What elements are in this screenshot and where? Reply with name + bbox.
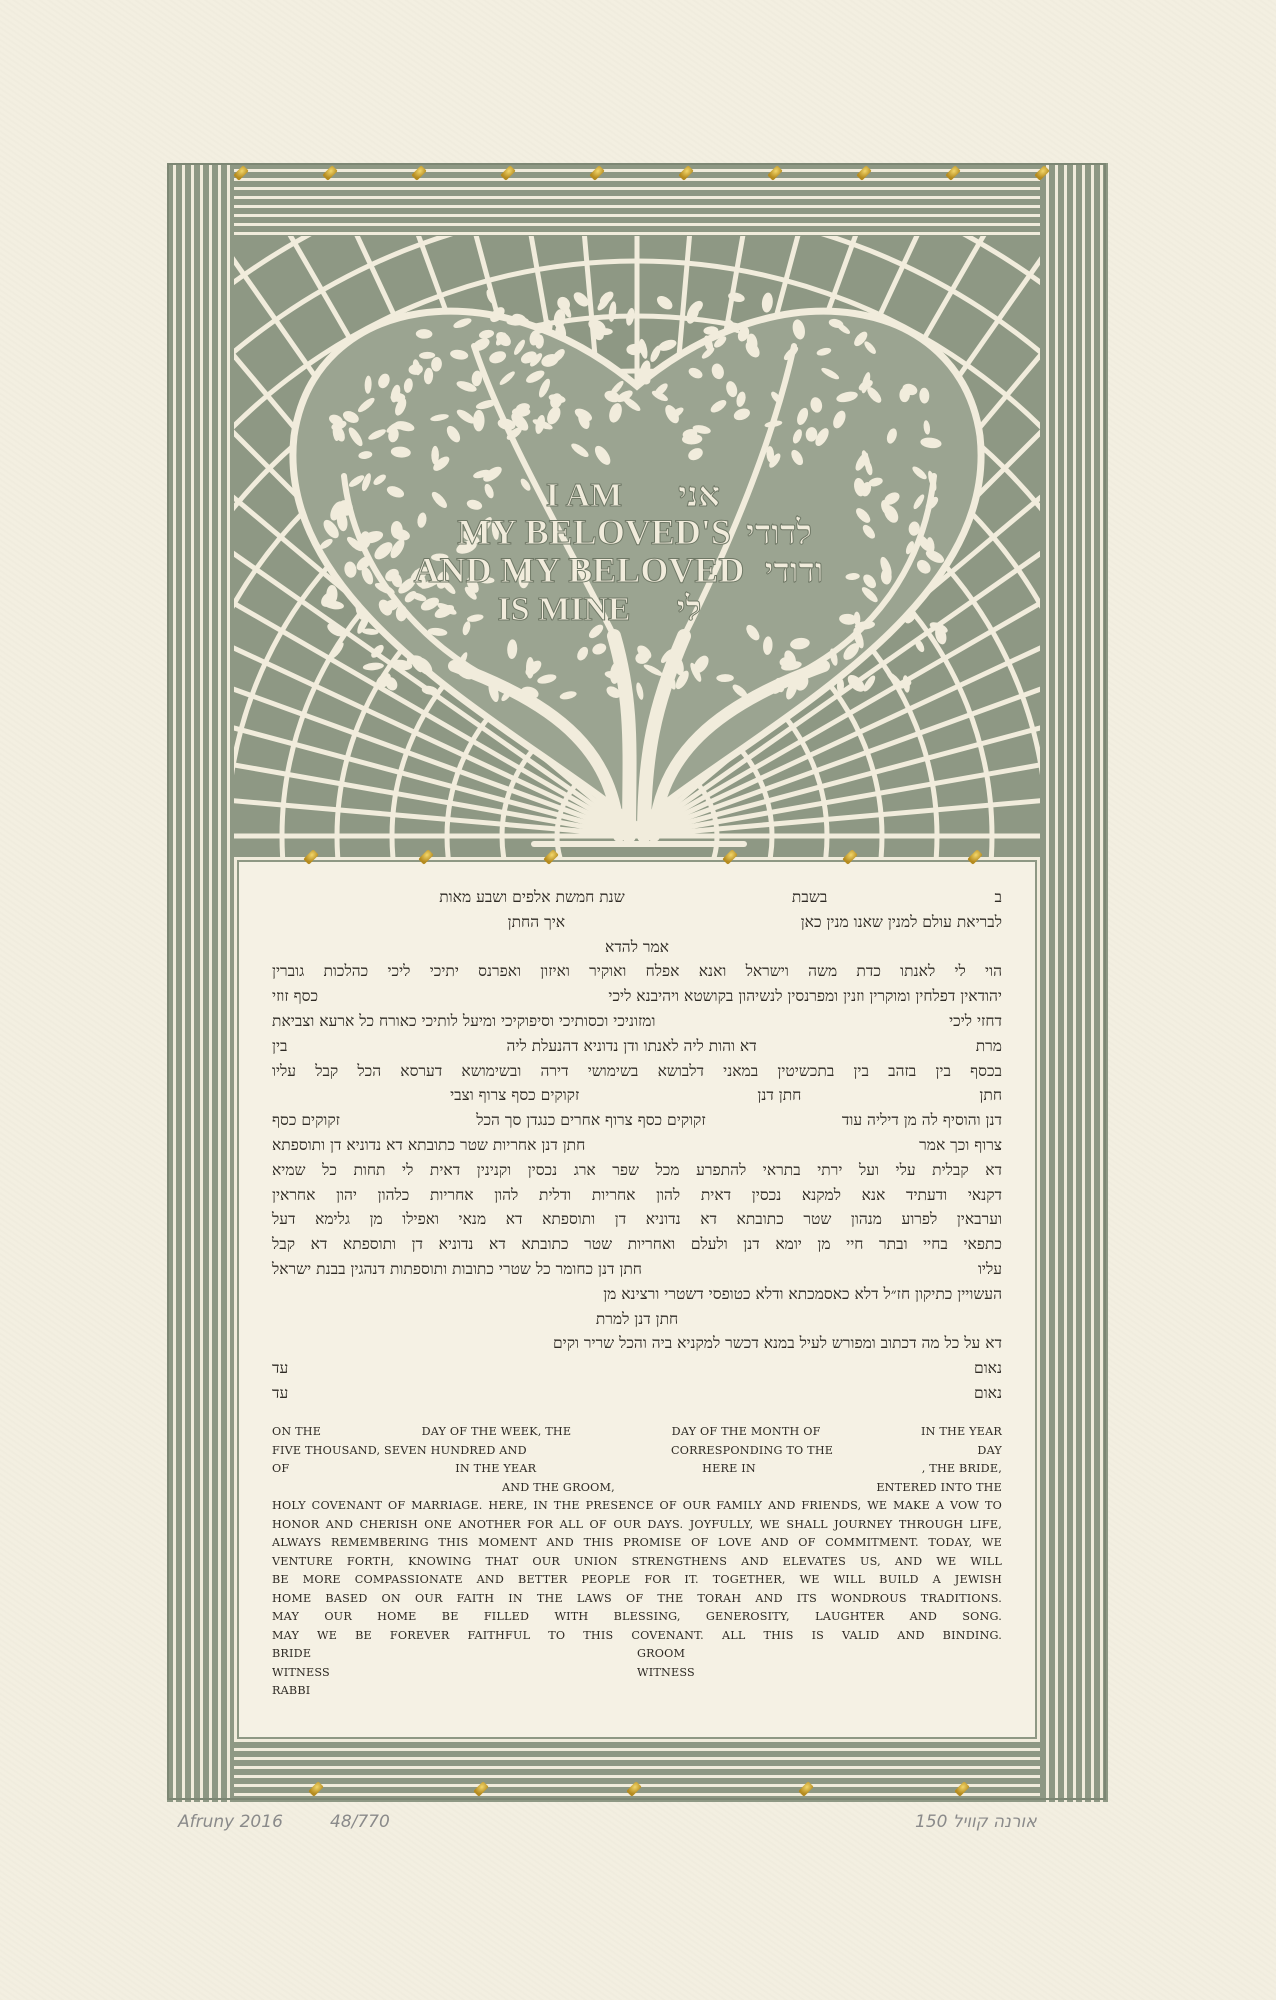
hebrew-segment: בין xyxy=(272,1036,288,1055)
hebrew-line xyxy=(272,959,1002,984)
hebrew-segment: לבריאת עולם למנין שאנו מנין כאן xyxy=(800,912,1002,931)
hebrew-segment: דא קבלית עלי ועל ירתי בתראי להתפרע מכל שפר ארג נכסין וקנינין דאית לי תחות כל שמיא xyxy=(272,1160,1002,1179)
hebrew-line xyxy=(272,1108,1002,1133)
hebrew-segment: חתן xyxy=(979,1086,1002,1105)
hebrew-line xyxy=(272,1133,1002,1158)
english-segment: ALWAYS REMEMBERING THIS MOMENT AND THIS PROMISE OF LOVE AND OF COMMITMENT. TODAY, WE xyxy=(272,1536,1002,1549)
hebrew-segment: זקוקים כסף צרוף אחרים כנגדן סך הכל xyxy=(476,1111,706,1130)
title-hebrew-3: ודודי xyxy=(764,553,824,590)
english-line xyxy=(272,1497,1002,1516)
english-segment: VENTURE FORTH, KNOWING THAT OUR UNION STRENGTHENS AND ELEVATES US, AND WE WILL xyxy=(272,1554,1002,1568)
english-line xyxy=(272,1442,1002,1461)
english-segment: IN THE YEAR xyxy=(921,1425,1002,1438)
hebrew-segment: עד xyxy=(272,1383,289,1402)
hebrew-segment: וערבאין לפרוע מנהון שטר כתובתא דא נדוניא דן ותוספתא דא מנאי ואפילו מן גלימא דעל xyxy=(272,1210,1002,1229)
english-segment: AND THE GROOM, xyxy=(502,1480,615,1494)
hebrew-line xyxy=(272,1183,1002,1208)
hebrew-line xyxy=(272,1207,1002,1232)
hebrew-line xyxy=(272,1331,1002,1356)
english-segment: DAY OF THE MONTH OF xyxy=(671,1425,821,1438)
title-hebrew-4: לי xyxy=(676,591,702,628)
hebrew-line xyxy=(272,1083,1002,1108)
hebrew-segment: חתן דנן כחומר כל שטרי כתובות ותוספתות דנהגין בבנת ישראל xyxy=(272,1259,642,1278)
hebrew-segment: עד xyxy=(272,1359,289,1378)
hebrew-line xyxy=(272,1381,1002,1406)
hebrew-line xyxy=(272,1257,1002,1282)
signature-label: WITNESS xyxy=(637,1665,695,1679)
hebrew-segment: חתן דנן xyxy=(757,1086,802,1105)
english-segment: ON THE xyxy=(272,1425,322,1438)
hebrew-line xyxy=(272,1356,1002,1381)
english-segment: CORRESPONDING TO THE xyxy=(671,1443,834,1457)
english-segment: HOLY COVENANT OF MARRIAGE. HERE, IN THE PRESENCE OF OUR FAMILY AND FRIENDS, WE MAKE A VOW TO xyxy=(272,1499,1002,1512)
hebrew-segment: זקוקים כסף xyxy=(272,1111,340,1130)
english-line xyxy=(272,1423,1002,1442)
english-text xyxy=(272,1423,1002,1701)
hebrew-segment: דא על כל מה דכתוב ומפורש לעיל במנא דכשר למקניא ביה והכל שריר וקים xyxy=(552,1334,1002,1353)
papercut-heart-tree-art xyxy=(234,236,1040,857)
hebrew-segment: ב xyxy=(994,888,1002,906)
hebrew-line xyxy=(272,1034,1002,1059)
english-segment: , THE BRIDE, xyxy=(921,1462,1002,1475)
hebrew-segment: העשויין כתיקון חז״ל דלא כאסמכתא ודלא כטופסי דשטרי ורצינא מן xyxy=(603,1284,1002,1303)
title-line-1: I AM xyxy=(545,477,623,514)
hebrew-line xyxy=(272,885,1002,910)
hebrew-segment: בשבת xyxy=(791,888,828,906)
hebrew-segment: חתן דנן אחריות שטר כתובתא דא נדוניא דן ותוספתא xyxy=(272,1135,586,1154)
english-line xyxy=(272,1479,1002,1498)
hebrew-segment: הוי לי לאנתו כדת משה וישראל ואנא אפלח ואוקיר ואיזון ואפרנס יתיכי ליכי כהלכות גוברין xyxy=(272,962,1002,981)
signature-row xyxy=(272,1682,1002,1701)
hebrew-segment: ומזוניכי וכסותיכי וסיפוקיכי ומיעל לותיכי כאורח כל ארעא וצביאת xyxy=(272,1011,656,1030)
english-segment: MAY OUR HOME BE FILLED WITH BLESSING, GENEROSITY, LAUGHTER AND SONG. xyxy=(272,1610,1002,1623)
hebrew-line xyxy=(272,1282,1002,1307)
english-segment: HERE IN xyxy=(702,1462,756,1475)
english-segment: MAY WE BE FOREVER FAITHFUL TO THIS COVENANT. ALL THIS IS VALID AND BINDING. xyxy=(272,1628,1002,1642)
title-line-3: AND MY BELOVED xyxy=(413,550,745,590)
english-line xyxy=(272,1516,1002,1535)
hebrew-segment: זקוקים כסף צרוף וצבי xyxy=(450,1086,580,1105)
title-hebrew-2: לדודי xyxy=(745,515,813,552)
english-line xyxy=(272,1608,1002,1627)
hebrew-segment: מרת xyxy=(975,1036,1002,1055)
hebrew-line xyxy=(272,1059,1002,1084)
hebrew-segment: איך החתן xyxy=(507,912,566,931)
hebrew-segment: אמר להדא xyxy=(605,937,669,956)
hebrew-segment: כתפאי בחיי ובתר חיי מן יומא דנן ולעלם ואחריות שטר כתובתא דא נדוניא דן ותוספתא דא קבל xyxy=(272,1235,1002,1254)
title-line-4: IS MINE xyxy=(497,591,631,628)
artist-signature: Afruny 2016 xyxy=(178,1812,283,1832)
english-segment: DAY OF THE WEEK, THE xyxy=(421,1425,572,1438)
hebrew-segment: יהודאין דפלחין ומוקרין וזנין ומפרנסין לנשיהון בקושטא ויהיבנא ליכי xyxy=(608,987,1002,1006)
hebrew-segment: בכסף בין בזהב בין בתכשיטין במאני דלבושא בשימושי דירה ובשימושא דערסא הכל קבל עליו xyxy=(272,1061,1002,1080)
ketubah-text-panel xyxy=(234,857,1040,1742)
signature-label: GROOM xyxy=(637,1647,686,1660)
hebrew-segment: צרוף וכך אמר xyxy=(919,1135,1002,1154)
hebrew-line xyxy=(272,1009,1002,1034)
english-line xyxy=(272,1627,1002,1646)
english-segment: FIVE THOUSAND, SEVEN HUNDRED AND xyxy=(272,1443,527,1457)
hebrew-segment: נאום xyxy=(974,1383,1002,1402)
english-line xyxy=(272,1534,1002,1553)
english-segment: BE MORE COMPASSIONATE AND BETTER PEOPLE FOR IT. TOGETHER, WE WILL BUILD A JEWISH xyxy=(272,1573,1002,1586)
hebrew-segment: עליו xyxy=(977,1259,1002,1278)
english-line xyxy=(272,1571,1002,1590)
hebrew-segment: נאום xyxy=(974,1359,1002,1378)
title-hebrew-1: אני xyxy=(678,477,720,514)
english-line xyxy=(272,1460,1002,1479)
hebrew-line xyxy=(272,935,1002,960)
hebrew-segment: דחזי ליכי xyxy=(949,1011,1002,1030)
hebrew-segment: חתן דנן למרת xyxy=(595,1309,679,1328)
signature-label: RABBI xyxy=(272,1684,311,1697)
signature-row xyxy=(272,1664,1002,1683)
hebrew-segment: שנת חמשת אלפים ושבע מאות xyxy=(439,888,625,906)
signature-label: WITNESS xyxy=(272,1665,330,1679)
signature-label: BRIDE xyxy=(272,1647,312,1660)
english-segment: IN THE YEAR xyxy=(455,1462,537,1475)
english-segment: OF xyxy=(272,1462,290,1475)
hebrew-segment: דא והות ליה לאנתו ודן נדוניא דהנעלת ליה xyxy=(506,1036,757,1055)
hebrew-line xyxy=(272,1307,1002,1332)
english-segment: ENTERED INTO THE xyxy=(876,1480,1002,1494)
hebrew-segment: דקנאי ודעתיד אנא למקנא נכסין דאית להון אחריות ודלית להון אחריות כלהון יהון אחראין xyxy=(272,1185,1002,1204)
hebrew-line xyxy=(272,984,1002,1009)
aramaic-text xyxy=(272,885,1002,1406)
english-segment: HOME BASED ON OUR FAITH IN THE LAWS OF THE TORAH AND ITS WONDROUS TRADITIONS. xyxy=(272,1591,1002,1605)
edition-number: 48/770 xyxy=(330,1812,390,1832)
hebrew-segment: כסף זוזי xyxy=(272,987,319,1006)
english-segment: DAY xyxy=(977,1443,1002,1457)
english-line xyxy=(272,1553,1002,1572)
hebrew-line xyxy=(272,1158,1002,1183)
english-segment: HONOR AND CHERISH ONE ANOTHER FOR ALL OF OUR DAYS. JOYFULLY, WE SHALL JOURNEY THROUGH LIFE, xyxy=(272,1517,1002,1531)
title-line-2: MY BELOVED'S xyxy=(457,512,731,552)
hebrew-signature: אורנה קוויל 150 xyxy=(915,1812,1037,1832)
english-line xyxy=(272,1590,1002,1609)
hebrew-segment: דנן והוסיף לה מן דיליה עוד xyxy=(841,1111,1002,1130)
hebrew-line xyxy=(272,910,1002,935)
signature-label xyxy=(637,1682,1002,1701)
hebrew-line xyxy=(272,1232,1002,1257)
signature-row xyxy=(272,1645,1002,1664)
